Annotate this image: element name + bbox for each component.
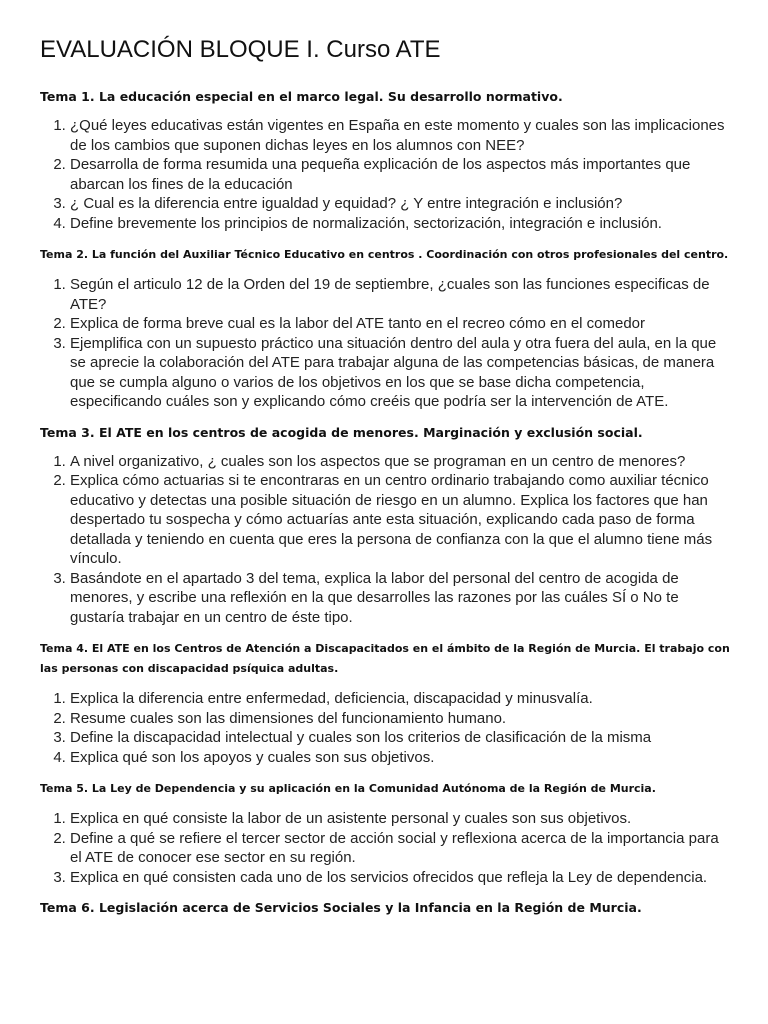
question-item: 3. Define la discapacidad intelectual y cuales son los criterios de clasificación de la misma — [70, 728, 732, 748]
tema-4-heading: Tema 4. El ATE en los Centros de Atención a Discapacitados en el ámbito de la Región de Murcia. El trabajo con las personas con discapacidad psíquica adultas. — [40, 642, 730, 675]
question-item: 4. Define brevemente los principios de normalización, sectorización, integración e inclusión. — [70, 214, 732, 234]
question-item: 2. Explica de forma breve cual es la labor del ATE tanto en el recreo cómo en el comedor — [70, 314, 732, 334]
document-title: EVALUACIÓN BLOQUE I. Curso ATE — [40, 36, 441, 63]
question-item: 1. A nivel organizativo, ¿ cuales son los aspectos que se programan en un centro de menores? — [70, 452, 732, 472]
document-page — [40, 34, 732, 917]
tema-2-questions — [40, 275, 732, 412]
question-item: 2. Resume cuales son las dimensiones del funcionamiento humano. — [70, 709, 732, 729]
question-item: 3. Basándote en el apartado 3 del tema, explica la labor del personal del centro de acogida de menores, y escribe una reflexión en la que desarrolles las razones por las cuáles SÍ o No te gustaría trabajar en un centro de éste tipo. — [70, 569, 732, 628]
tema-1-questions — [40, 116, 732, 233]
question-item: 4. Explica qué son los apoyos y cuales son sus objetivos. — [70, 748, 732, 768]
tema-2-heading: Tema 2. La función del Auxiliar Técnico Educativo en centros . Coordinación con otros profesionales del centro. — [40, 248, 729, 261]
question-item: 2. Desarrolla de forma resumida una pequeña explicación de los aspectos más importantes que abarcan los fines de la educación — [70, 155, 732, 194]
question-item: 3. ¿ Cual es la diferencia entre igualdad y equidad? ¿ Y entre integración e inclusión? — [70, 194, 732, 214]
tema-6-heading: Tema 6. Legislación acerca de Servicios Sociales y la Infancia en la Región de Murcia. — [40, 900, 642, 915]
question-item: 2. Define a qué se refiere el tercer sector de acción social y reflexiona acerca de la importancia para el ATE de conocer ese sector en su región. — [70, 829, 732, 868]
question-item: 2. Explica cómo actuarias si te encontraras en un centro ordinario trabajando como auxiliar técnico educativo y detectas una posible situación de riesgo en un alumno. Explica los factores que han despertado tu sospecha y cómo actuarías ante esta situación, explicando cada paso de forma detallada y teniendo en cuenta que eres la persona de confianza con la que el alumno tiene más vínculo. — [70, 471, 732, 569]
tema-3-questions — [40, 452, 732, 628]
question-item: 1. Explica la diferencia entre enfermedad, deficiencia, discapacidad y minusvalía. — [70, 689, 732, 709]
question-item: 1. Explica en qué consiste la labor de un asistente personal y cuales son sus objetivos. — [70, 809, 732, 829]
question-item: 3. Explica en qué consisten cada uno de los servicios ofrecidos que refleja la Ley de dependencia. — [70, 868, 732, 888]
question-item: 1. ¿Qué leyes educativas están vigentes en España en este momento y cuales son las implicaciones de los cambios que suponen dichas leyes en los alumnos con NEE? — [70, 116, 732, 155]
tema-4-questions — [40, 689, 732, 767]
tema-1-heading: Tema 1. La educación especial en el marco legal. Su desarrollo normativo. — [40, 89, 563, 104]
tema-3-heading: Tema 3. El ATE en los centros de acogida de menores. Marginación y exclusión social. — [40, 424, 643, 440]
question-item: 3. Ejemplifica con un supuesto práctico una situación dentro del aula y otra fuera del aula, en la que se aprecie la colaboración del ATE para trabajar alguna de las competencias básicas, de manera que se cumpla alguno o varios de los objetivos en los que se base dicha competencia, especificando cuáles son y explicando cómo creéis que podría ser la intervención de ATE. — [70, 334, 732, 412]
question-item: 1. Según el articulo 12 de la Orden del 19 de septiembre, ¿cuales son las funciones especificas de ATE? — [70, 275, 732, 314]
tema-5-heading: Tema 5. La Ley de Dependencia y su aplicación en la Comunidad Autónoma de la Región de Murcia. — [40, 782, 656, 795]
tema-5-questions — [40, 809, 732, 887]
